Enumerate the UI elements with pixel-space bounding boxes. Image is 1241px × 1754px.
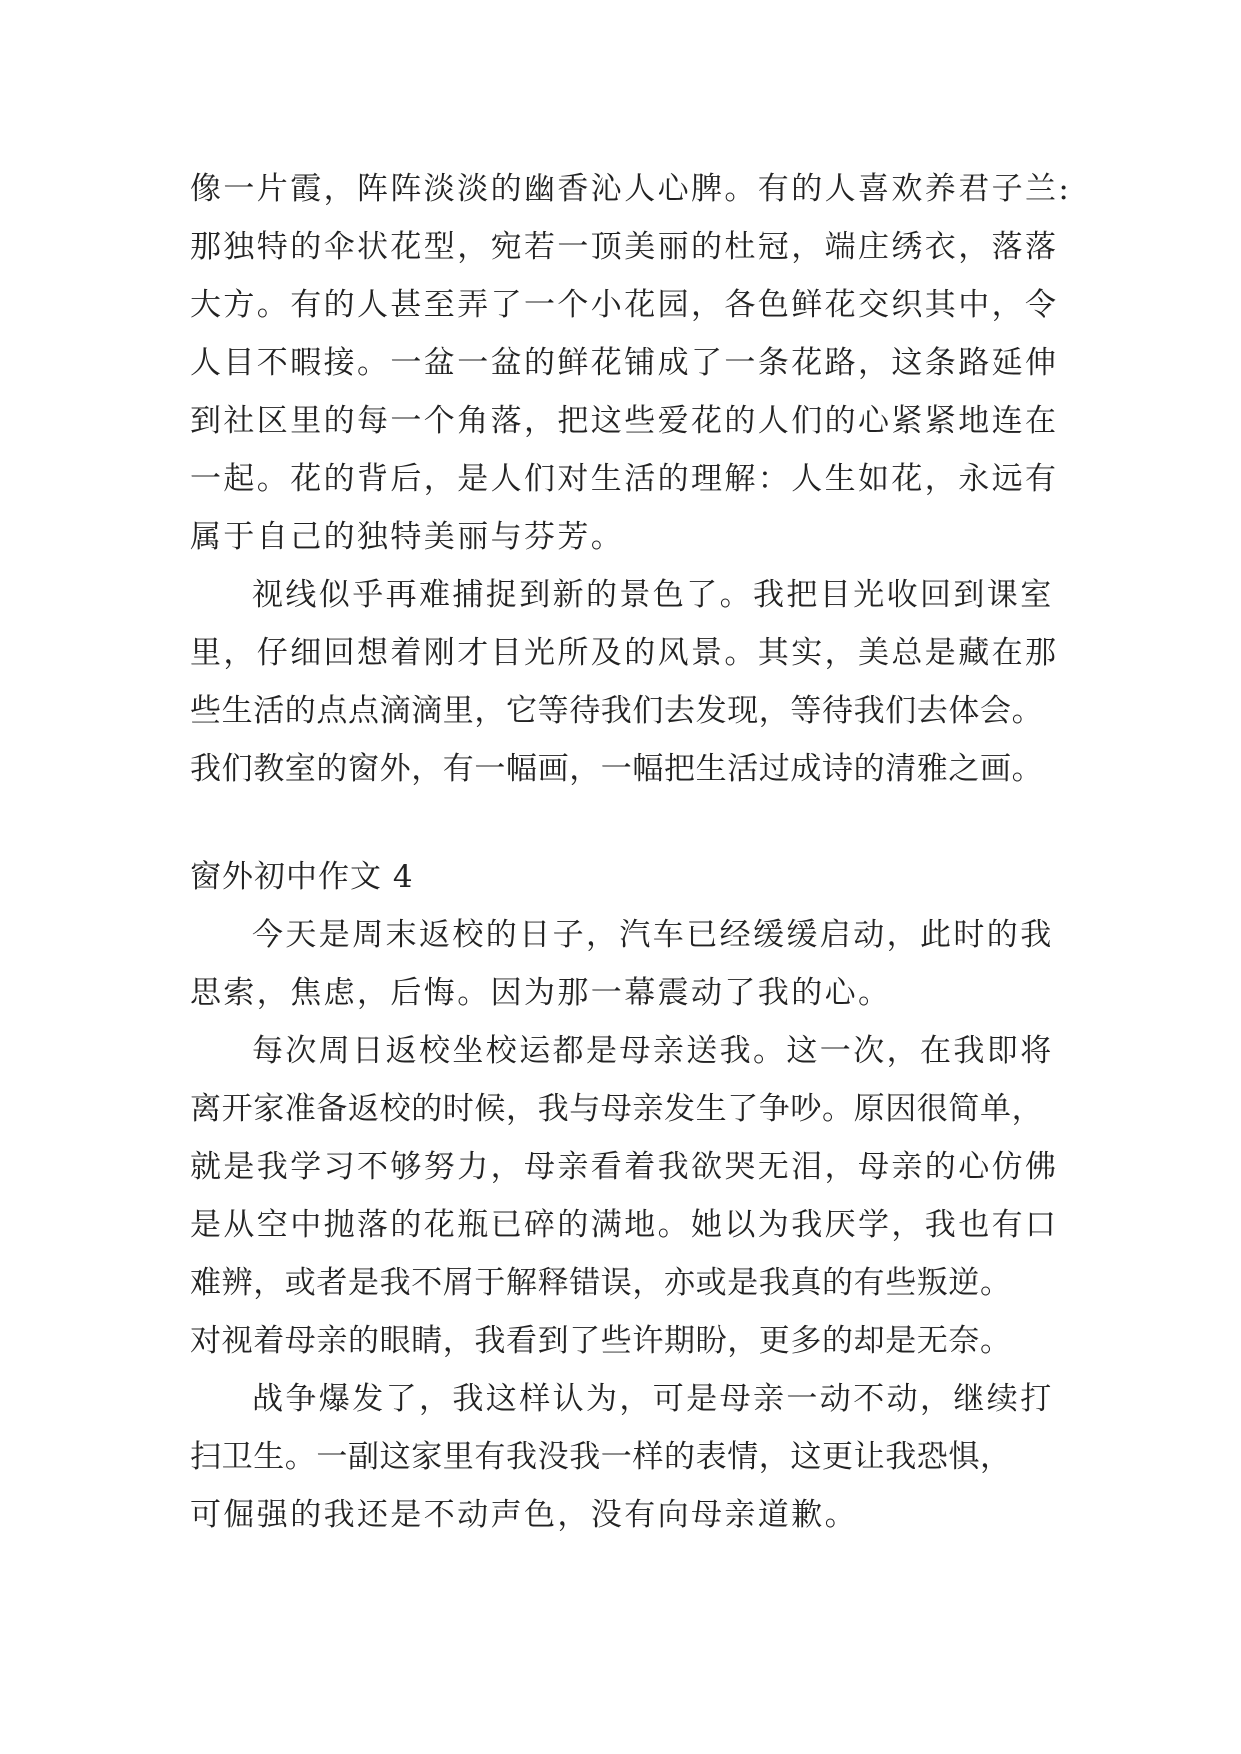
paragraph-1-line-6: 一起。花的背后，是人们对生活的理解：人生如花，永远有 [190, 461, 1059, 497]
paragraph-1-line-7: 属于自己的独特美丽与芬芳。 [190, 519, 625, 555]
paragraph-2-line-1: 视线似乎再难捕捉到新的景色了。我把目光收回到课室 [252, 577, 1054, 613]
paragraph-4-line-3: 就是我学习不够努力，母亲看着我欲哭无泪，母亲的心仿佛 [190, 1149, 1059, 1185]
paragraph-2-line-3: 些生活的点点滴滴里，它等待我们去发现，等待我们去体会。 [190, 693, 1044, 729]
paragraph-5-line-2: 扫卫生。一副这家里有我没我一样的表情，这更让我恐惧， [190, 1439, 1012, 1475]
paragraph-1-line-3: 大方。有的人甚至弄了一个小花园，各色鲜花交织其中，令 [190, 287, 1059, 323]
paragraph-5-line-1: 战争爆发了，我这样认为，可是母亲一动不动，继续打 [252, 1381, 1054, 1417]
paragraph-4-line-1: 每次周日返校坐校运都是母亲送我。这一次，在我即将 [252, 1033, 1054, 1069]
paragraph-4-line-4: 是从空中抛落的花瓶已碎的满地。她以为我厌学，我也有口 [190, 1207, 1059, 1243]
paragraph-3-line-2: 思索，焦虑，后悔。因为那一幕震动了我的心。 [190, 975, 892, 1011]
paragraph-2-line-2: 里，仔细回想着刚才目光所及的风景。其实，美总是藏在那 [190, 635, 1059, 671]
paragraph-4-line-2: 离开家准备返校的时候，我与母亲发生了争吵。原因很简单， [190, 1091, 1044, 1127]
paragraph-1-line-2: 那独特的伞状花型，宛若一顶美丽的杜冠，端庄绣衣，落落 [190, 229, 1059, 265]
paragraph-1-line-4: 人目不暇接。一盆一盆的鲜花铺成了一条花路，这条路延伸 [190, 345, 1059, 381]
paragraph-5-line-3: 可倔强的我还是不动声色，没有向母亲道歉。 [190, 1497, 858, 1533]
paragraph-1-line-1: 像一片霞，阵阵淡淡的幽香沁人心脾。有的人喜欢养君子兰: [190, 171, 1072, 207]
paragraph-3-line-1: 今天是周末返校的日子，汽车已经缓缓启动，此时的我 [252, 917, 1054, 953]
section-title: 窗外初中作文 4 [190, 859, 414, 895]
paragraph-1-line-5: 到社区里的每一个角落，把这些爱花的人们的心紧紧地连在 [190, 403, 1059, 439]
paragraph-4-line-5: 难辨，或者是我不屑于解释错误，亦或是我真的有些叛逆。 [190, 1265, 1012, 1301]
paragraph-2-line-4: 我们教室的窗外，有一幅画，一幅把生活过成诗的清雅之画。 [190, 751, 1044, 787]
paragraph-4-line-6: 对视着母亲的眼睛，我看到了些许期盼，更多的却是无奈。 [190, 1323, 1012, 1359]
